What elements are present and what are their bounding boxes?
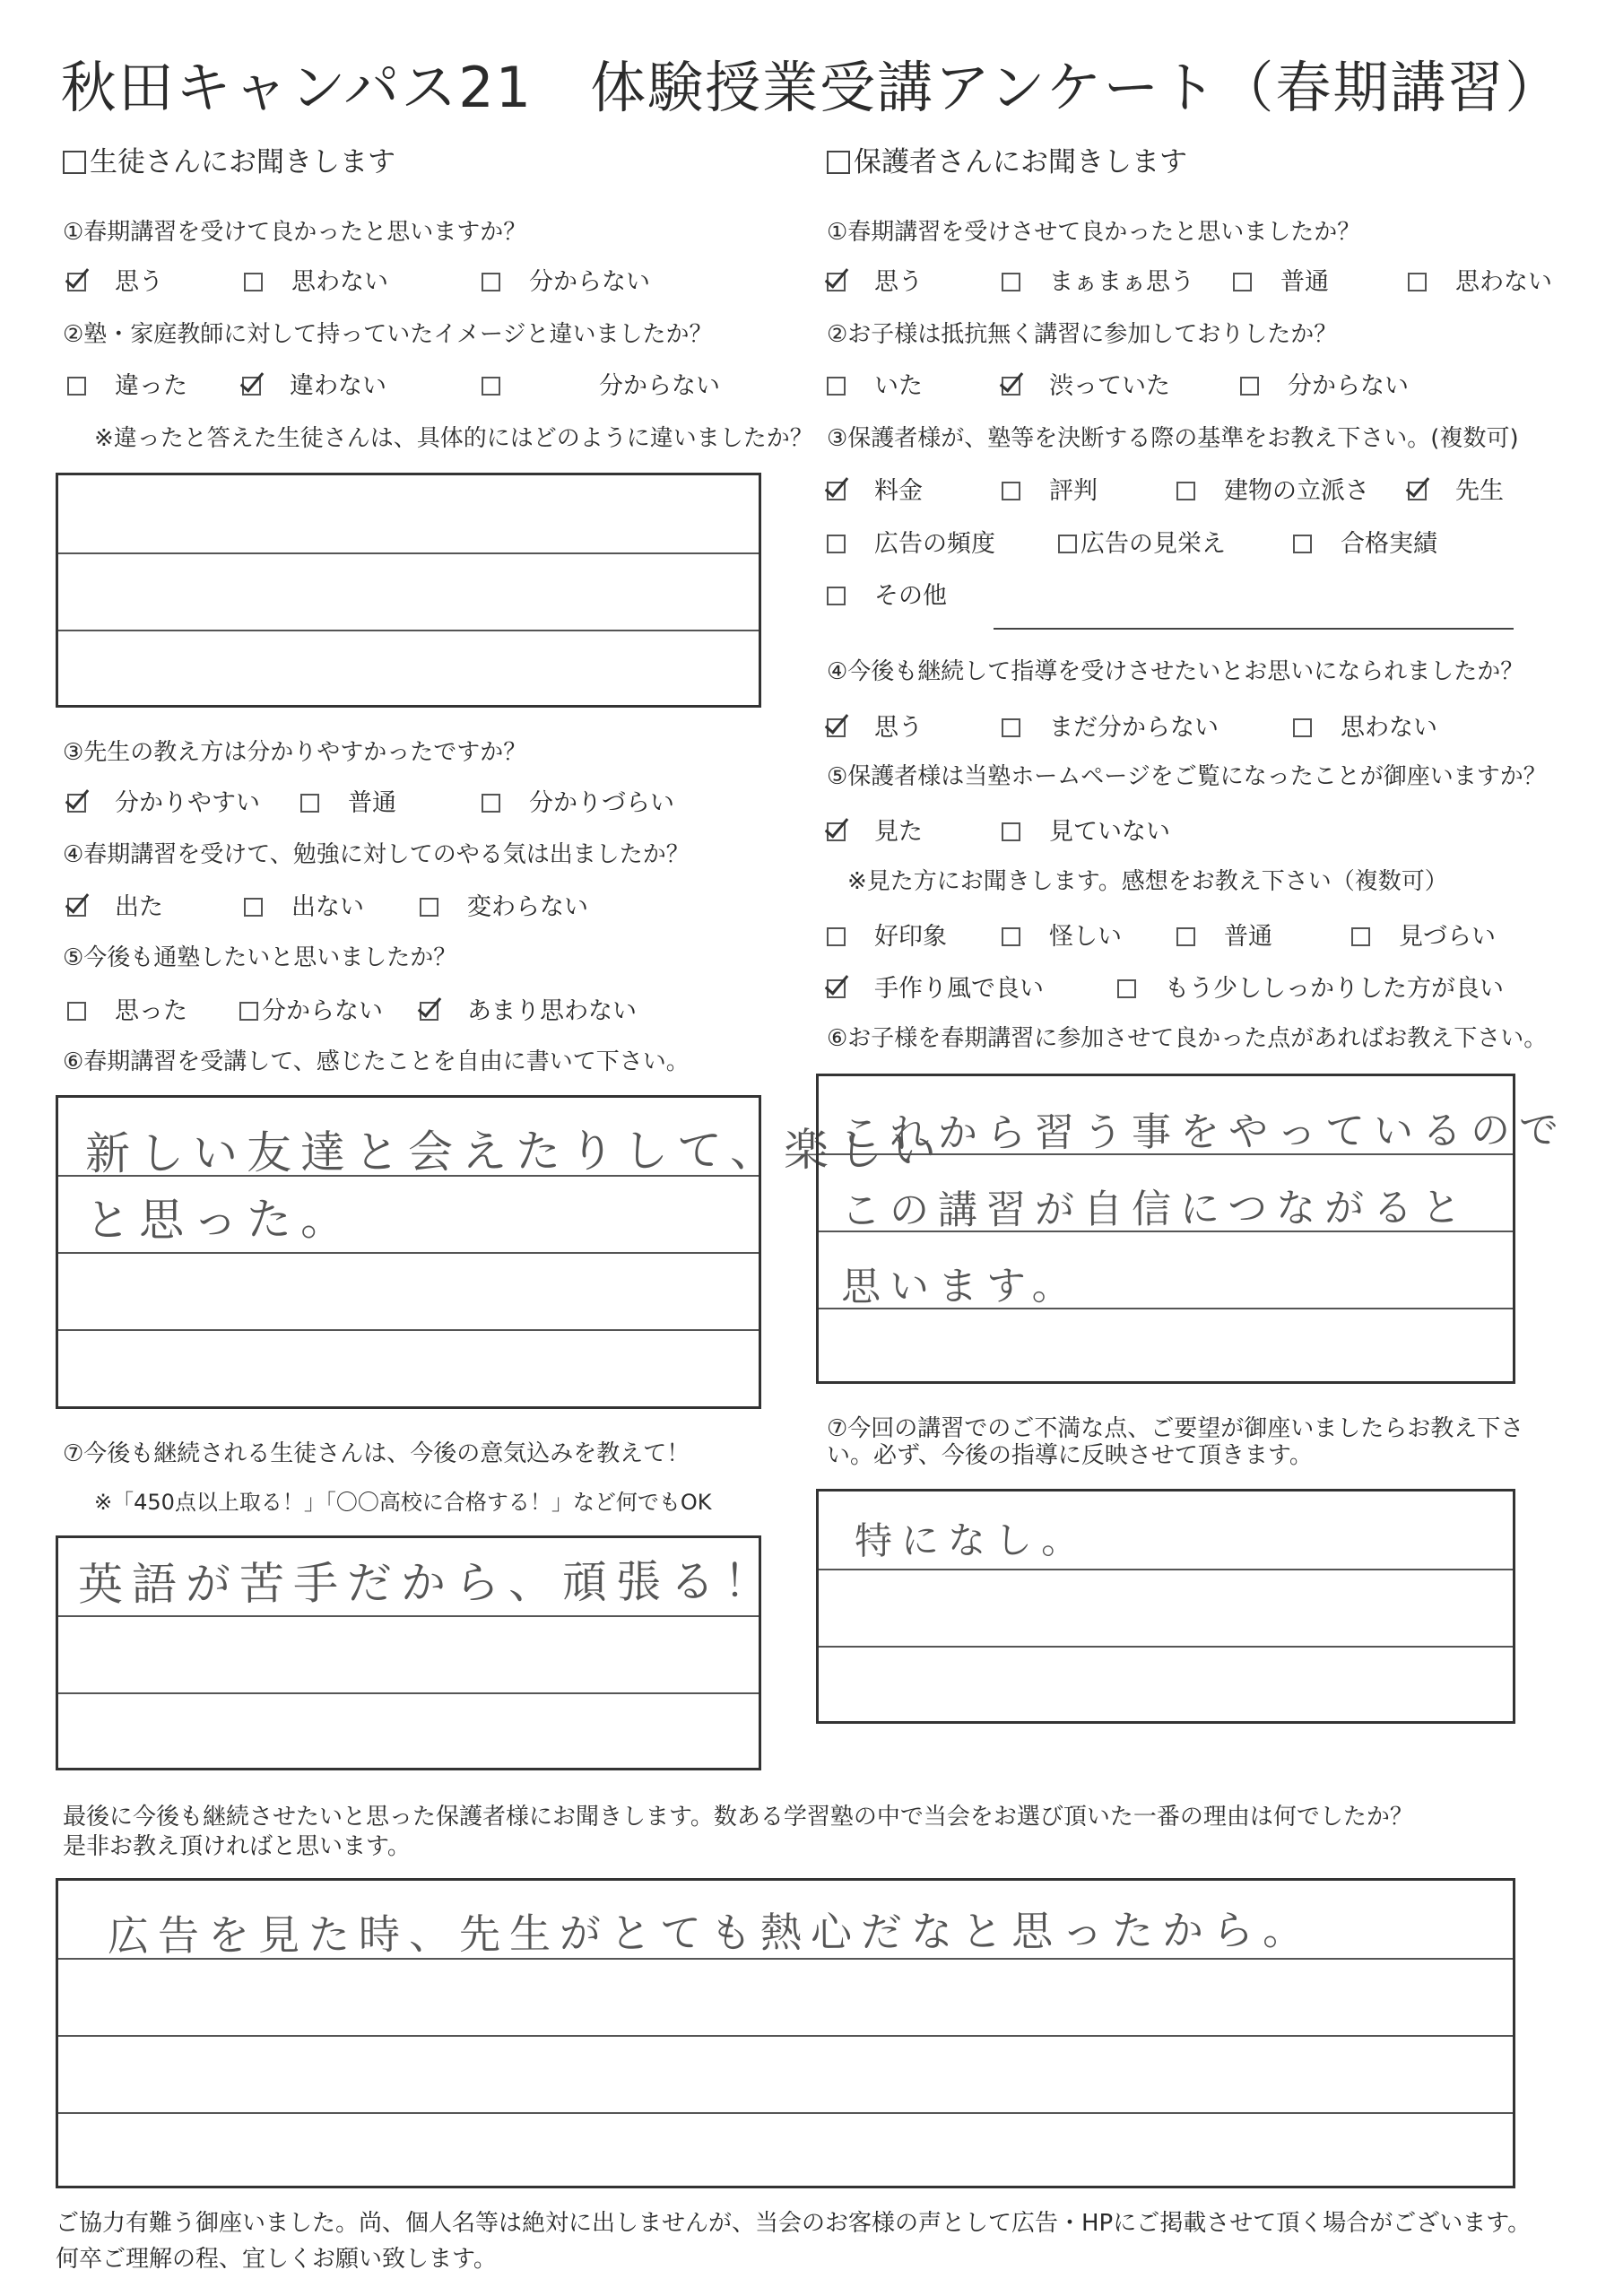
student-q4-option-3[interactable] [420,887,588,922]
student-q2-note: ※違ったと答えた生徒さんは、具体的にはどのように違いましたか？ [94,425,813,452]
student-q1-option-2[interactable] [244,262,388,297]
option-label: まだ分からない [1049,714,1219,742]
student-q6-answer-line-1: 新しい友達と会えたりして、楽しい [84,1123,946,1180]
rule-line [58,1692,759,1694]
checkbox[interactable] [67,1002,86,1021]
rule-line [58,1252,759,1254]
parent-q3-option-7[interactable] [1293,524,1437,559]
checkbox[interactable] [1233,273,1252,291]
option-label: まぁまぁ思う [1049,268,1194,296]
option-label: もう少ししっかりした方が良い [1165,975,1504,1003]
rule-line [58,2035,1513,2037]
checkbox[interactable] [1351,927,1370,946]
rule-line [58,1615,759,1617]
final-question-line-1: 最後に今後も継続させたいと思った保護者様にお聞きします。数ある学習塾の中で当会をお選び頂いた一番の理由は何でしたか？ [63,1804,1413,1831]
other-fill-line[interactable] [994,628,1514,630]
option-label: 広告の頻度 [874,530,995,558]
checkbox[interactable] [1293,718,1312,737]
option-label: 思う [874,714,923,742]
parent-q5-note: ※見た方にお聞きします。感想をお教え下さい（複数可） [847,868,1448,895]
option-label: 出た [115,893,163,921]
rule-line [819,1646,1513,1648]
option-label: あまり思わない [467,997,637,1025]
option-label: 出ない [291,893,364,921]
parent-q3-option-1[interactable] [827,471,923,506]
student-heading-checkbox[interactable] [63,151,86,174]
student-q2-option-2[interactable] [242,366,386,401]
option-label: その他 [874,582,947,610]
checkbox[interactable] [420,898,438,917]
checkbox[interactable] [1176,927,1195,946]
checkbox[interactable] [1408,273,1427,291]
parent-q6-text: ⑥お子様を春期講習に参加させて良かった点があればお教え下さい。 [827,1025,1548,1052]
parent-q2-option-2[interactable] [1002,366,1170,401]
option-label: 普通 [348,789,396,817]
option-label: 思う [874,268,923,296]
option-label: 広告の見栄え [1081,530,1226,558]
parent-section-heading [827,139,1187,179]
student-q4-text: ④春期講習を受けて、勉強に対してのやる気は出ましたか？ [63,841,690,868]
student-q4-option-1[interactable] [67,887,163,922]
checkbox[interactable] [420,1002,438,1021]
parent-q3-option-6[interactable] [1058,524,1226,559]
final-answer: 広告を見た時、先生がとても熱心だなと思ったから。 [107,1905,1314,1961]
final-question-line-2: 是非お教え頂ければと思います。 [63,1833,411,1860]
parent-q5-impression-3[interactable] [1176,917,1272,952]
parent-q4-option-3[interactable] [1293,708,1437,743]
parent-q7-answer-box[interactable] [816,1489,1515,1724]
student-q5-option-3[interactable] [420,991,637,1026]
parent-q2-text: ②お子様は抵抗無く講習に参加しておりしたか？ [827,321,1338,348]
parent-q1-text: ①春期講習を受けさせて良かったと思いましたか？ [827,219,1361,246]
parent-q5-impression-5[interactable] [827,969,1044,1004]
student-q2-answer-box[interactable] [56,473,761,708]
rule-line [58,2112,1513,2114]
student-q3-option-3[interactable] [482,783,674,818]
option-label: 分かりづらい [529,789,674,817]
parent-q4-option-2[interactable] [1002,708,1219,743]
footer-line-1: ご協力有難う御座いました。尚、個人名等は絶対に出しませんが、当会のお客様の声として広告・HPにご掲載させて頂く場合がございます。 [56,2210,1532,2237]
rule-line [819,1569,1513,1570]
checkbox[interactable] [1002,822,1020,841]
checkbox[interactable] [827,979,846,998]
rule-line [58,630,759,631]
checkbox[interactable] [67,898,86,917]
student-q2-text: ②塾・家庭教師に対して持っていたイメージと違いましたか？ [63,321,713,348]
parent-q5-option-2[interactable] [1002,812,1170,847]
page-title: 秋田キャンパス21 体験授業受講アンケート（春期講習） [60,55,1563,120]
checkbox[interactable] [827,822,846,841]
final-answer-box[interactable] [56,1878,1515,2188]
parent-q3-option-8[interactable] [827,576,947,611]
checkbox[interactable] [67,794,86,813]
checkbox[interactable] [1240,377,1259,396]
checkbox[interactable] [1293,535,1312,553]
parent-heading-label: 保護者さんにお聞きします [854,146,1187,178]
rule-line [58,1329,759,1331]
checkbox[interactable] [1176,482,1195,500]
option-label: 思った [115,997,187,1025]
option-label: 思わない [1455,268,1552,296]
rule-line [58,552,759,554]
student-q7-answer: 英語が苦手だから、頑張る！ [77,1554,778,1612]
option-label: 思う [115,268,163,296]
parent-q1-option-1[interactable] [827,262,923,297]
parent-q5-option-1[interactable] [827,812,923,847]
checkbox[interactable] [67,377,86,396]
option-label: 建物の立派さ [1224,477,1369,505]
parent-q7-answer: 特になし。 [854,1518,1089,1563]
option-label: 先生 [1455,477,1504,505]
checkbox[interactable] [239,1002,258,1021]
parent-q3-option-2[interactable] [1002,471,1098,506]
option-label: 合格実績 [1341,530,1437,558]
checkbox[interactable] [300,794,319,813]
option-label: 普通 [1224,923,1272,951]
parent-q1-option-3[interactable] [1233,262,1329,297]
parent-q6-answer-line-2: この講習が自信につながると [840,1185,1471,1234]
student-q1-option-1[interactable] [67,262,163,297]
checkbox[interactable] [827,273,846,291]
checkbox[interactable] [482,377,500,396]
option-label: 違った [115,372,187,400]
checkbox[interactable] [244,898,263,917]
student-q7-note: ※「450点以上取る！」「〇〇高校に合格する！」など何でもOK [94,1490,712,1515]
student-q7-text: ⑦今後も継続される生徒さんは、今後の意気込みを教えて！ [63,1440,690,1467]
option-label: いた [874,372,923,400]
option-label: 思わない [291,268,388,296]
checkbox[interactable] [827,927,846,946]
parent-q5-impression-4[interactable] [1351,917,1496,952]
checkbox[interactable] [482,273,500,291]
checkbox[interactable] [1058,535,1077,553]
student-q4-option-2[interactable] [244,887,364,922]
student-q1-text: ①春期講習を受けて良かったと思いますか？ [63,219,527,246]
checkbox[interactable] [1002,927,1020,946]
student-q3-option-1[interactable] [67,783,260,818]
option-label: 見ていない [1049,818,1170,846]
parent-q6-answer-line-3: 思います。 [840,1263,1081,1310]
student-q6-text: ⑥春期講習を受講して、感じたことを自由に書いて下さい。 [63,1048,690,1075]
checkbox[interactable] [827,535,846,553]
checkbox[interactable] [1117,979,1136,998]
option-label: 怪しい [1049,923,1122,951]
student-q3-option-2[interactable] [300,783,396,818]
option-label: 渋っていた [1049,372,1170,400]
checkbox[interactable] [482,794,500,813]
student-q5-text: ⑤今後も通塾したいと思いましたか？ [63,944,457,971]
parent-q5-impression-6[interactable] [1117,969,1504,1004]
student-q2-option-3[interactable] [482,366,720,401]
parent-q1-option-4[interactable] [1408,262,1552,297]
student-q3-text: ③先生の教え方は分かりやすかったですか？ [63,739,527,766]
option-label: 分からない [599,372,720,400]
parent-q4-text: ④今後も継続して指導を受けさせたいとお思いになられましたか？ [827,658,1524,685]
parent-q7-text-line-1: ⑦今回の講習でのご不満な点、ご要望が御座いましたらお教え下さ [827,1415,1524,1442]
option-label: 料金 [874,477,923,505]
option-label: 思わない [1341,714,1437,742]
checkbox[interactable] [827,377,846,396]
student-q6-answer-box[interactable] [56,1095,946,1409]
checkbox[interactable] [67,273,86,291]
option-label: 違わない [290,372,386,400]
checkbox[interactable] [1002,718,1020,737]
parent-q5-text: ⑤保護者様は当塾ホームページをご覧になったことが御座いますか？ [827,763,1547,790]
option-label: 普通 [1280,268,1329,296]
checkbox[interactable] [827,482,846,500]
student-section-heading [63,139,395,179]
student-heading-label: 生徒さんにお聞きします [90,146,395,178]
option-label: 分からない [262,997,383,1025]
option-label: 分からない [1288,372,1409,400]
student-q5-option-2[interactable] [239,991,383,1026]
option-label: 手作り風で良い [874,975,1044,1003]
student-q2-option-1[interactable] [67,366,187,401]
student-q7-answer-box[interactable] [56,1535,778,1770]
option-label: 好印象 [874,923,947,951]
checkbox[interactable] [1002,482,1020,500]
parent-q3-text: ③保護者様が、塾等を決断する際の基準をお教え下さい。(複数可) [827,425,1519,452]
option-label: 分からない [529,268,650,296]
checkbox[interactable] [827,587,846,605]
option-label: 見づらい [1399,923,1496,951]
student-q1-option-3[interactable] [482,262,650,297]
parent-q7-text-line-2: い。必ず、今後の指導に反映させて頂きます。 [827,1442,1313,1469]
parent-q2-option-1[interactable] [827,366,923,401]
parent-q1-option-2[interactable] [1002,262,1194,297]
parent-q6-answer-line-1: これから習う事をやっているので [840,1107,1568,1158]
parent-q6-answer-box[interactable] [816,1074,1568,1384]
footer-line-2: 何卒ご理解の程、宜しくお願い致します。 [56,2246,497,2273]
option-label: 変わらない [467,893,588,921]
parent-heading-checkbox[interactable] [827,151,850,174]
parent-q5-impression-2[interactable] [1002,917,1122,952]
checkbox[interactable] [1408,482,1427,500]
checkbox[interactable] [244,273,263,291]
checkbox[interactable] [827,718,846,737]
checkbox[interactable] [242,377,261,396]
student-q5-option-1[interactable] [67,991,187,1026]
parent-q2-option-3[interactable] [1240,366,1409,401]
parent-q3-option-4[interactable] [1408,471,1504,506]
option-label: 分かりやすい [115,789,260,817]
parent-q5-impression-1[interactable] [827,917,947,952]
student-q6-answer-line-2: と思った。 [84,1193,355,1247]
option-label: 評判 [1049,477,1098,505]
parent-q3-option-3[interactable] [1176,471,1369,506]
parent-q4-option-1[interactable] [827,708,923,743]
checkbox[interactable] [1002,377,1020,396]
option-label: 見た [874,818,923,846]
checkbox[interactable] [1002,273,1020,291]
parent-q3-option-5[interactable] [827,524,995,559]
